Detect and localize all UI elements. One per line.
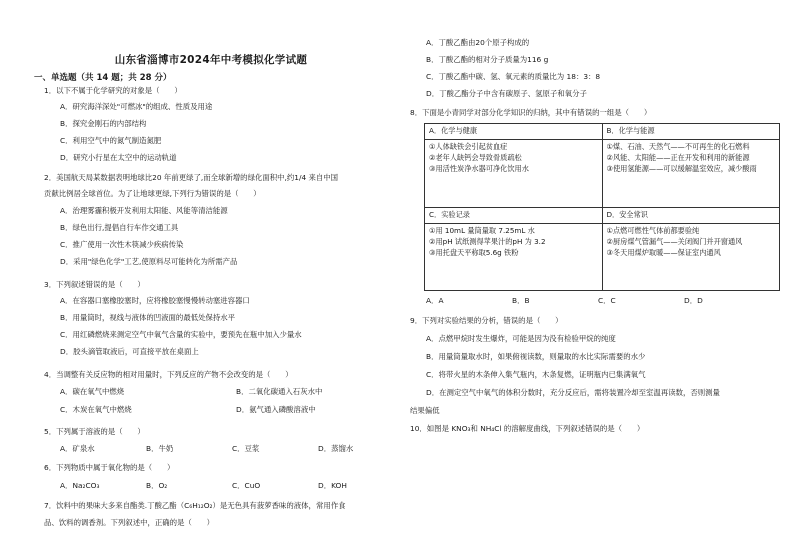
cell-d-body: [602, 223, 780, 291]
cell-b-head: B．化学与能源: [602, 124, 780, 140]
section-heading: 一、单选题（共 14 题；共 28 分）: [34, 73, 172, 83]
question-1-option-c: C．利用空气中的氮气制造氮肥: [60, 136, 162, 145]
question-5-option-c: C．豆浆: [232, 444, 260, 453]
question-6-options: [60, 481, 404, 491]
question-6-option-a: A．Na₂CO₃: [60, 481, 100, 490]
question-4-option-d: D．氨气通入磷酸溶液中: [236, 405, 316, 414]
question-8-option-c: C．C: [598, 296, 616, 305]
question-8-option-d: D．D: [684, 296, 703, 305]
cell-c-item-3: ③用托盘天平称取5.6g 铁粉: [429, 247, 519, 257]
question-5-stem: 5．下列属于溶液的是（ ）: [44, 427, 145, 436]
question-4-stem: 4．当调整有关反应物的相对用量时，下列反应的产物不会改变的是（ ）: [44, 370, 293, 379]
cell-c-item-1: ①用 10mL 量筒量取 7.25mL 水: [429, 225, 535, 235]
question-5-options: [60, 444, 404, 454]
question-8-options: [426, 296, 770, 306]
cell-c-head: C．实验记录: [425, 207, 603, 223]
question-4-options-row-2: [60, 405, 412, 415]
cell-a-item-2: ②老年人缺钙会导致骨质疏松: [429, 153, 522, 162]
question-4-option-c: C．木炭在氧气中燃烧: [60, 405, 132, 414]
question-2-option-d: D．采用"绿色化学"工艺,使原料尽可能转化为所需产品: [60, 257, 238, 266]
question-8-option-b: B．B: [512, 296, 530, 305]
question-3-option-a: A．在容器口塞橡胶塞时，应将橡胶塞慢慢转动塞进容器口: [60, 296, 250, 305]
question-2-option-c: C．推广使用一次性木筷减少疾病传染: [60, 240, 184, 249]
cell-d-head: D．安全常识: [602, 207, 780, 223]
cell-a-item-3: ③用活性炭净水器可净化饮用水: [429, 164, 529, 173]
question-7-option-c: C．丁酸乙酯中碳、氢、氧元素的质量比为 18：3：8: [426, 72, 601, 81]
cell-b-item-1: ①煤、石油、天然气——不可再生的化石燃料: [606, 142, 750, 151]
cell-d-item-2: ②厨房煤气管漏气——关闭阀门并开窗通风: [606, 236, 743, 246]
question-5-option-d: D．蒸馏水: [318, 444, 354, 453]
question-4-options-row-1: [60, 387, 412, 397]
question-1-option-d: D．研究小行星在太空中的运动轨道: [60, 153, 177, 162]
cell-a-head: A．化学与健康: [425, 124, 603, 140]
cell-a-item-1: ①人体缺铁会引起贫血症: [429, 142, 508, 151]
question-2-stem-cont: 贡献比例居全球首位。为了让地球更绿,下列行为错误的是（ ）: [44, 189, 261, 198]
question-3-stem: 3．下列叙述错误的是（ ）: [44, 280, 145, 289]
question-3-option-d: D．胶头滴管取液后，可直接平放在桌面上: [60, 347, 199, 356]
question-6-option-c: C．CuO: [232, 481, 261, 490]
question-6-stem: 6．下列物质中属于氧化物的是（ ）: [44, 463, 175, 472]
question-5-option-b: B．牛奶: [146, 444, 174, 453]
question-8-option-a: A．A: [426, 296, 444, 305]
question-5-option-a: A．矿泉水: [60, 444, 95, 453]
question-9-option-d: D．在测定空气中氧气的体积分数时，充分反应后，需将装置冷却至室温再读数，否则测量: [426, 388, 720, 397]
question-2-option-a: A．治理雾霾积极开发利用太阳能、风能等清洁能源: [60, 206, 228, 215]
question-8-stem: 8．下面是小青同学对部分化学知识的归纳，其中有错误的一组是（ ）: [410, 108, 652, 117]
question-9-option-a: A．点燃甲烷时发生爆炸，可能是因为没有检验甲烷的纯度: [426, 334, 616, 343]
question-9-option-c: C．将带火星的木条伸入集气瓶内，木条复燃，证明瓶内已集满氧气: [426, 370, 646, 379]
question-10-stem: 10．如图是 KNO₃和 NH₄Cl 的溶解度曲线，下列叙述错误的是（ ）: [410, 424, 645, 433]
question-2-option-b: B．绿色出行,提倡自行车作交通工具: [60, 223, 179, 232]
cell-d-item-3: ③冬天用煤炉取暖——保证室内通风: [606, 247, 721, 257]
cell-b-body: [602, 140, 780, 208]
question-7-option-a: A．丁酸乙酯由20个原子构成的: [426, 38, 530, 47]
cell-a-body: [425, 140, 603, 208]
question-7-stem-cont: 品、饮料的调香剂。下列叙述中，正确的是（ ）: [44, 518, 214, 527]
question-1-option-a: A．研究海洋深处"可燃冰"的组成、性质及用途: [60, 102, 213, 111]
question-7-stem: 7．饮料中的果味大多来自酯类.丁酸乙酯（C₆H₁₂O₂）是无色具有菠萝香味的液体，常用作食: [44, 501, 346, 510]
question-9-stem: 9．下列对实验结果的分析，错误的是（ ）: [410, 316, 563, 325]
cell-c-item-2: ②用pH 试纸测得苹果汁的pH 为 3.2: [429, 236, 546, 246]
question-4-option-a: A．碳在氧气中燃烧: [60, 387, 125, 396]
question-7-option-b: B．丁酸乙酯的相对分子质量为116 g: [426, 55, 549, 64]
knowledge-table: [424, 123, 780, 291]
page-title: 山东省淄博市2024年中考模拟化学试题: [114, 54, 308, 66]
question-1-option-b: B．探究金刚石的内部结构: [60, 119, 147, 128]
cell-d-item-1: ①点燃可燃性气体前都要验纯: [606, 225, 700, 235]
question-3-option-b: B．用量筒时，视线与液体的凹液面的最低处保持水平: [60, 313, 236, 322]
cell-b-item-2: ②风能、太阳能——正在开发和利用的新能源: [606, 153, 750, 162]
question-6-option-d: D．KOH: [318, 481, 347, 490]
question-9-option-d-cont: 结果偏低: [410, 406, 440, 415]
question-1-stem: 1．以下不属于化学研究的对象是（ ）: [44, 86, 182, 95]
cell-b-item-3: ③使用氢能源——可以缓解温室效应，减少酸雨: [606, 164, 757, 173]
question-9-option-b: B．用量筒量取水时，如果俯视读数，则量取的水比实际需要的水少: [426, 352, 646, 361]
question-3-option-c: C．用红磷燃烧来测定空气中氧气含量的实验中，要预先在瓶中加入少量水: [60, 330, 302, 339]
question-6-option-b: B．O₂: [146, 481, 168, 490]
cell-c-body: [425, 223, 603, 291]
question-7-option-d: D．丁酸乙酯分子中含有碳原子、氢原子和氧分子: [426, 89, 587, 98]
question-2-stem: 2．美国航天局某数据表明地球比20 年前更绿了,而全球新增的绿化面积中,约1/4 来自中国: [44, 173, 339, 182]
question-4-option-b: B．二氧化碳通入石灰水中: [236, 387, 323, 396]
